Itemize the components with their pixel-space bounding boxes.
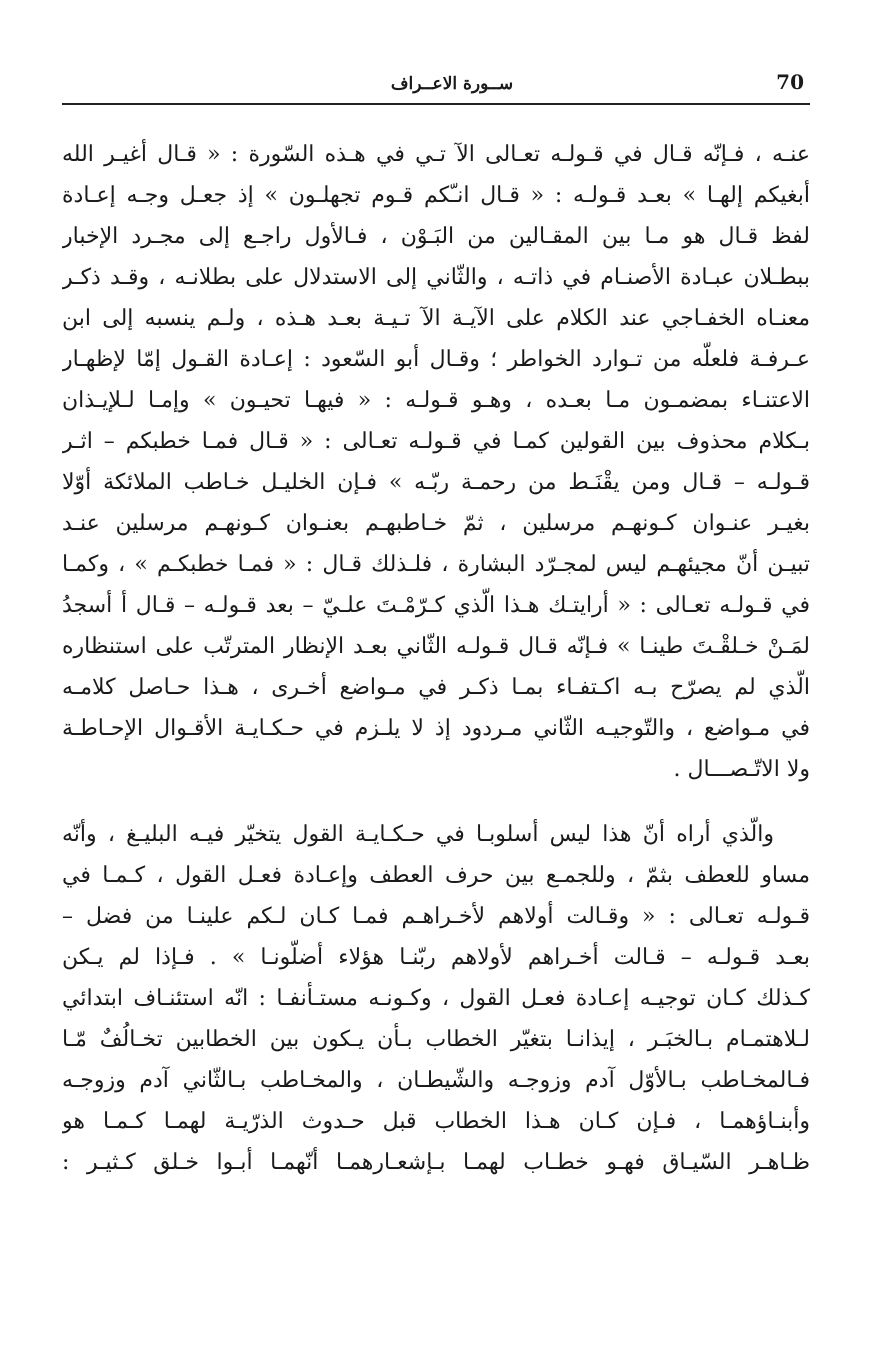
text-line: أبغيكم إلهـا » بعـد قـولـه : « قـال انـّكم قـوم تجهلـون » إذ جعـل وجـه إعـادة [62, 183, 810, 208]
text-line: ظـاهـر السّيـاق فهـو خطـاب لهمـا بـإشعـارهمـا أنّهمـا أبـوا خـلق كـثيـر : [62, 1150, 810, 1175]
text-line: مساو للعطف بثمّ ، وللجمـع بين حرف العطف وإعـادة فعـل القول ، كـمـا في [62, 863, 810, 888]
text-line: قـولـه – قـال ومن يقْنَـط من رحمـة ربّـه » فـإن الخليـل خـاطب الملائكة أوّلا [62, 470, 810, 495]
text-line: عنـه ، فـإنّه قـال في قـولـه تعـالى الآ تـي في هـذه السّورة : « قـال أغيـر الله [62, 142, 810, 167]
text-line: فـالمخـاطب بـالأوّل آدم وزوجـه والشّيطـان ، والمخـاطب بـالثّاني آدم وزوجـه [62, 1068, 810, 1093]
paragraph-2 [62, 814, 810, 1183]
text-line: معنـاه الخفـاجي عند الكلام على الآيـة الآ تـيـة بعـد هـذه ، ولـم ينسبه إلى ابن [62, 306, 810, 331]
text-line: لـلاهتمـام بـالخبَـر ، إيذانـا بتغيّر الخطاب بـأن يـكون بين الخطابين تخـالُفٌ مّـا [62, 1027, 810, 1052]
text-line: ببطـلان عبـادة الأصنـام في ذاتـه ، والثّاني إلى الاستدلال على بطلانـه ، وقـد ذكـر [62, 265, 810, 290]
header-divider [62, 103, 810, 105]
text-line: كـذلك كـان توجيـه إعـادة فعـل القول ، وكـونـه مستـأنفـا : انّه استئنـاف ابتدائي [62, 986, 810, 1011]
text-line: لمَـنْ خـلقْـتَ طينـا » فـإنّه قـال قـولـه الثّاني بعـد الإنظار المترتّب على استنظاره [62, 634, 810, 659]
text-line: الّذي لم يصرّح بـه اكـتفـاء بمـا ذكـر في مـواضع أخـرى ، هـذا حـاصل كلامـه [62, 675, 810, 700]
text-line: بعـد قـولـه – قـالت أخـراهم لأولاهم ربّنـا هؤلاء أضلّونـا » . فـإذا لم يـكن [62, 945, 810, 970]
text-line: الاعتنـاء بمضمـون مـا بعـده ، وهـو قـولـه : « فيهـا تحيـون » وإمـا لـلإيـذان [62, 388, 810, 413]
text-line: في قـولـه تعـالى : « أرايتـك هـذا الّذي كـرّمْـتَ علـيّ – بعد قـولـه – قـال أ أسجدُ [62, 593, 810, 618]
page-header [62, 66, 810, 102]
text-line: في مـواضع ، والتّوجيـه الثّاني مـردود إذ لا يلـزم في حـكـايـة الأقـوال الإحـاطـة [62, 716, 810, 741]
text-line: وأبنـاؤهمـا ، فـإن كـان هـذا الخطاب قبل حـدوث الذرّيـة لهمـا كـمـا هو [62, 1109, 810, 1134]
page-number: 70 [776, 70, 804, 94]
text-line: تبيـن أنّ مجيئهـم ليس لمجـرّد البشارة ، فلـذلك قـال : « فمـا خطبكـم » ، وكمـا [62, 552, 810, 577]
paragraph-1 [62, 134, 810, 790]
surah-title: ســورة الاعــراف [390, 74, 514, 94]
text-line: لفظ قـال هو مـا بين المقـالين من البَـوْن ، فـالأول راجـع إلى مجـرد الإخبار [62, 224, 810, 249]
text-line: بغيـر عنـوان كـونهـم مرسلين ، ثمّ خـاطبهـم بعنـوان كـونهـم مرسلين عنـد [62, 511, 810, 536]
text-line: ولا الاتّـصـــال . [673, 757, 810, 782]
text-line: عـرفـة فلعلّه من تـوارد الخواطر ؛ وقـال أبو السّعود : إعـادة القـول إمّا لإظهـار [62, 347, 810, 372]
text-line: بـكلام محذوف بين القولين كمـا في قـولـه تعـالى : « قـال فمـا خطبكم – اثـر [62, 429, 810, 454]
text-line: والّذي أراه أنّ هذا ليس أسلوبـا في حـكـايـة القول يتخيّر فيـه البليـغ ، وأنّه [62, 822, 774, 847]
text-line: قـولـه تعـالى : « وقـالت أولاهم لأخـراهـم فمـا كـان لـكم علينـا من فضل – [62, 904, 810, 929]
